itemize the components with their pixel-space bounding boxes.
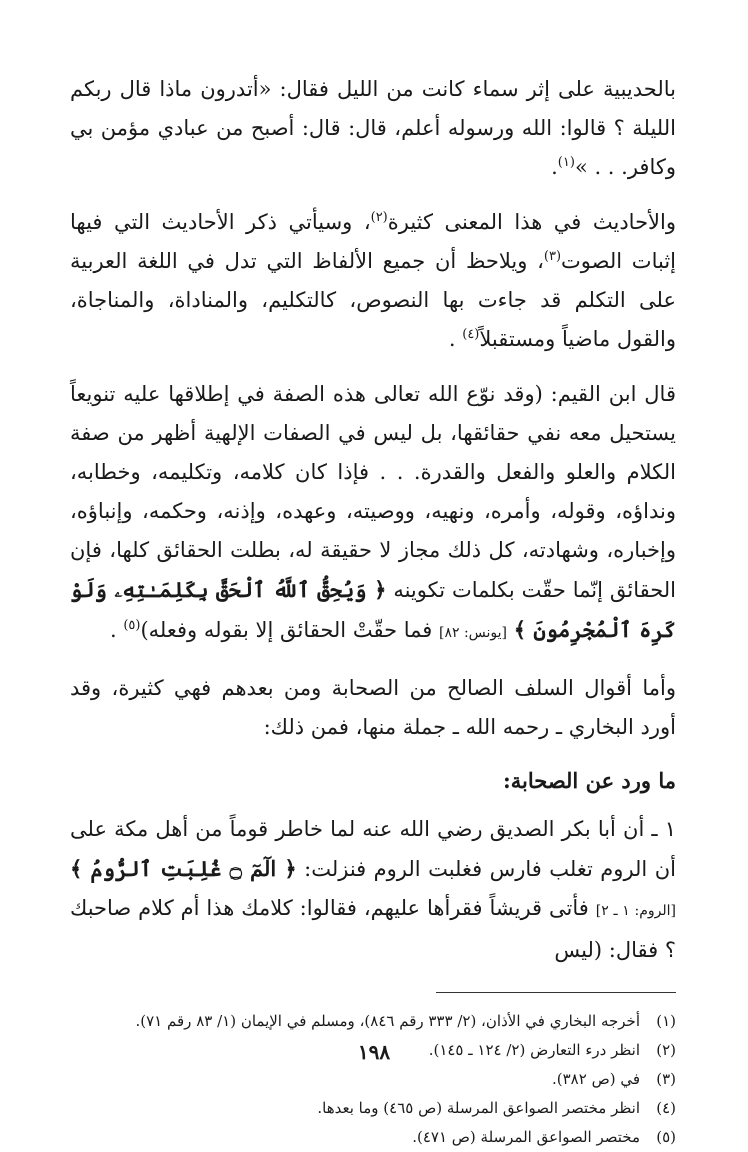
footnote-ref-2[interactable]: (٢) (370, 210, 388, 225)
footnote-number: (٥) (656, 1128, 676, 1146)
verse-reference: [يونس: ٨٢] (439, 625, 508, 641)
verse-reference: [الروم: ١ ـ ٢] (595, 903, 676, 919)
footnote (70, 1065, 676, 1094)
footnote-ref-5[interactable]: (٥) (123, 618, 141, 633)
footnote-divider (436, 992, 676, 993)
paragraph-text-cont: ، وسيأتي ذكر الأحاديث التي فيها إثبات الصوت (70, 210, 676, 273)
paragraph-ahadith: والأحاديث في هذا المعنى كثيرة$^{(٢)}$، وسيأتي ذكر الأحاديث التي فيها إثبات الصوت$^{(٣)}$، ويلاحظ أن جميع الألفاظ التي تدل في اللغة العربية على التكلم قد جاءت بها النصوص، كالتكليم، والمناداة، والمناجاة، والقول ماضياً ومستقبلاً$^{(٤)}$ . (70, 210, 676, 351)
paragraph-text: بالحديبية على إثر سماء كانت من الليل فقال: «أتدرون ماذا قال ربكم الليلة ؟ قالوا: الله ورسوله أعلم، قال: قال: أصبح من عبادي مؤمن بي وكافر. . . » (70, 77, 676, 179)
footnote-ref-1[interactable]: (١) (557, 155, 575, 170)
footnote-text: أخرجه البخاري في الأذان، (٢/ ٣٣٣ رقم ٨٤٦)، ومسلم في الإيمان (١/ ٨٣ رقم ٧١). (135, 1012, 640, 1030)
footnote-ref-3[interactable]: (٣) (543, 249, 562, 264)
footnote-text: مختصر الصواعق المرسلة (ص ٤٧١). (412, 1128, 640, 1146)
paragraph-text: قال ابن القيم: (وقد نوّع الله تعالى هذه الصفة في إطلاقها عليه تنويعاً يستحيل معه نفي حقائقها، بل ليس في الصفات الإلهية أظهر من صفة الكلام والعلو والفعل والقدرة. . . فإذا كان كلامه، وتكليمه، وخطابه، ونداؤه، وقوله، وأمره، ونهيه، ووصيته، وعهده، وإذنه، وحكمه، وإنباؤه، وإخباره، وشهادته، كل ذلك مجاز لا حقيقة له، بطلت الحقائق كلها، فإن الحقائق إنّما حقّت بكلمات تكوينه (70, 382, 676, 602)
footnotes (70, 1007, 676, 1152)
footnote-number: (١) (656, 1012, 676, 1030)
footnote-number: (٤) (656, 1099, 676, 1117)
footnote (70, 1007, 676, 1036)
paragraph-text-end: فما حقّتْ الحقائق إلا بقوله وفعله) (140, 618, 433, 642)
quran-verse: ﴿ وَيُحِقُّ ٱللَّهُ ٱلْحَقَّ بِكَلِمَـٰتِهِۦ وَلَوْ كَرِهَ ٱلْمُجْرِمُونَ ﴾ (70, 577, 676, 642)
paragraph-text-cont2: ، ويلاحظ أن جميع الألفاظ التي تدل في اللغة العربية على التكلم قد جاءت بها النصوص، كالتكليم، والمناداة، والمناجاة، والقول ماضياً ومستقبلاً (70, 249, 676, 351)
paragraph-hadith: بالحديبية على إثر سماء كانت من الليل فقال: «أتدرون ماذا قال ربكم الليلة ؟ قالوا: الله ورسوله أعلم، قال: قال: أصبح من عبادي مؤمن بي وكافر. . . »$^{(١)}$. (70, 77, 676, 179)
footnote-number: (٣) (656, 1070, 676, 1088)
footnote-text: انظر مختصر الصواعق المرسلة (ص ٤٦٥) وما بعدها. (317, 1099, 640, 1117)
footnote (70, 1094, 676, 1123)
footnote-number: (٢) (656, 1041, 676, 1059)
quran-verse: ﴿ الٓمٓ ۝ غُلِبَتِ ٱلرُّومُ ﴾ (70, 856, 297, 881)
paragraph-ibn-qayyim: قال ابن القيم: (وقد نوّع الله تعالى هذه الصفة في إطلاقها عليه تنويعاً يستحيل معه نفي حقائقها، بل ليس في الصفات الإلهية أظهر من صفة الكلام والعلو والفعل والقدرة. . . فإذا كان كلامه، وتكليمه، وخطابه، ونداؤه، وقوله، وأمره، ونهيه، ووصيته، وعهده، وإذنه، وحكمه، وإنباؤه، وإخباره، وشهادته، كل ذلك مجاز لا حقيقة له، بطلت الحقائق كلها، فإن الحقائق إنّما حقّت بكلمات تكوينه ﴿ وَيُحِقُّ ٱللَّهُ ٱلْحَقَّ بِكَلِمَـٰتِهِۦ وَلَوْ كَرِهَ ٱلْمُجْرِمُونَ ﴾ [يونس: ٨٢] فما حقّتْ الحقائق إلا بقوله وفعله)$^{(٥)}$ . (70, 382, 676, 642)
footnote (70, 1123, 676, 1152)
paragraph-text: ١ ـ أن أبا بكر الصديق رضي الله عنه لما خاطر قوماً من أهل مكة على أن الروم تغلب فارس فغلبت الروم فنزلت: (70, 817, 676, 881)
paragraph-salaf (70, 669, 676, 747)
page-number: ١٩٨ (357, 1040, 391, 1064)
section-heading: ما ورد عن الصحابة: (503, 768, 676, 793)
paragraph-text-end: فأتى قريشاً فقرأها عليهم، فقالوا: كلامك هذا أم كلام صاحبك ؟ فقال: (ليس (70, 896, 676, 962)
paragraph-text: والأحاديث في هذا المعنى كثيرة (387, 210, 676, 234)
footnote-ref-4[interactable]: (٤) (462, 327, 480, 342)
footnote-text: في (ص ٣٨٢). (552, 1070, 640, 1088)
paragraph-item-1 (70, 810, 676, 970)
footnote-text: انظر درء التعارض (٢/ ١٢٤ ـ ١٤٥). (428, 1041, 640, 1059)
paragraph-text: وأما أقوال السلف الصالح من الصحابة ومن بعدهم فهي كثيرة، وقد أورد البخاري ـ رحمه الله ـ جملة منها، فمن ذلك: (70, 676, 676, 739)
